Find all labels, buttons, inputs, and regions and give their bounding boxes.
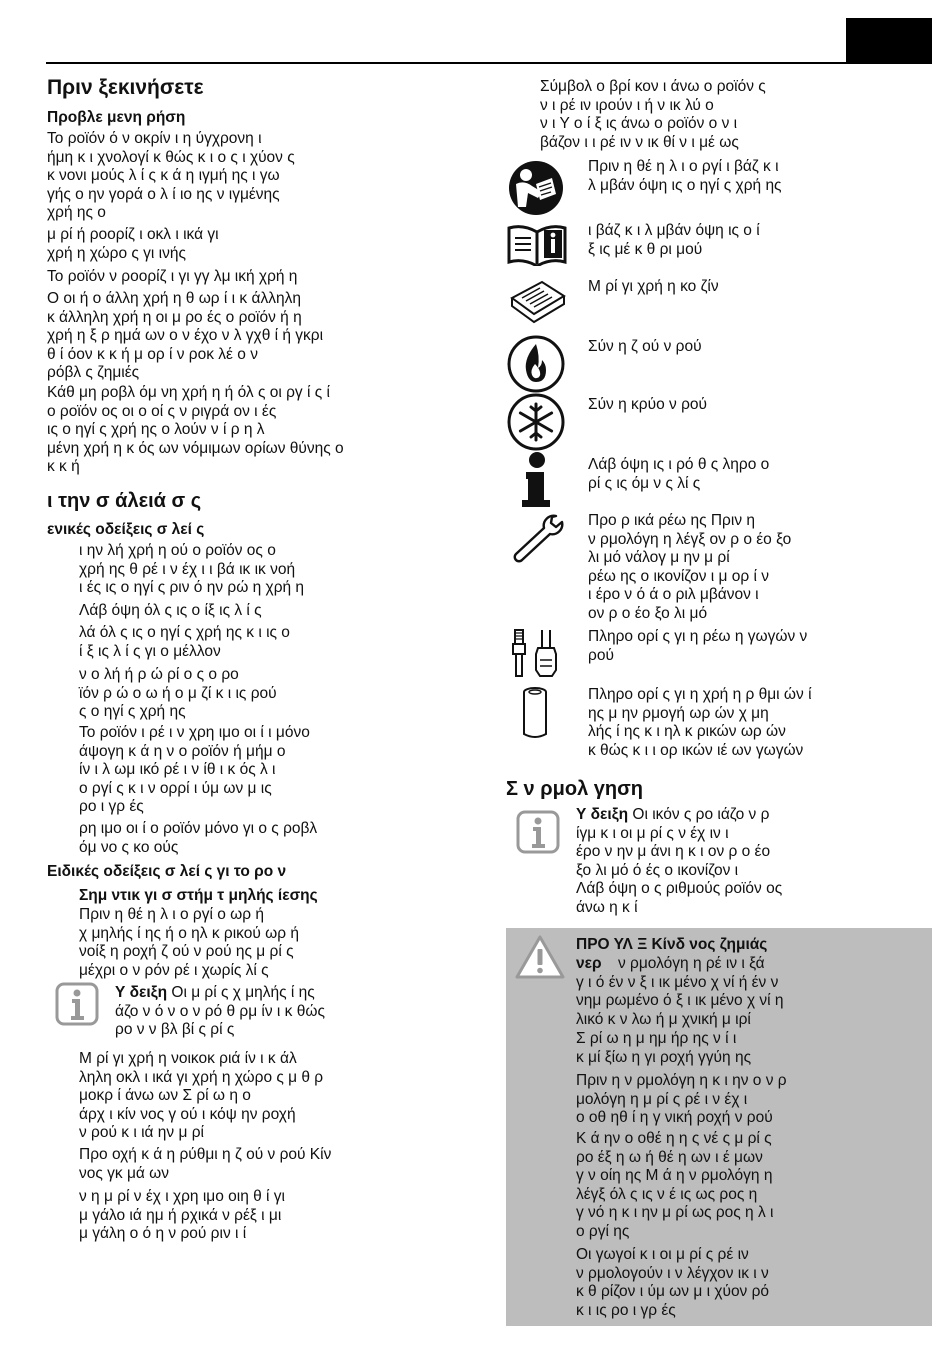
symbol-row-6-text: Λάβ όψη ις ι ρό θ ς ληρο ο ρί ς ις όμ ν ς λί ς [588,456,770,492]
general-safety-item-6: ρη ιμο οι ί ο ροϊόν μόνο γι ο ς ροβλ όμ νο ς κο ούς [79,820,318,856]
heading-before-start: Πριν ξεκινήσετε [47,76,204,99]
specific-safety-item-2: Προ οχή κ ά η ρύθμι η ζ ού ν ρού Κίν νος γκ μά ων [79,1146,332,1182]
symbols-intro: Σύμβολ ο βρί κον ι άνω ο ροϊόν ς ν ι ρέ ιν ιρούν ι ή ν ικ λύ ο ν ι Υ ο ί ξ ις άνω ο ροϊόν ο ν ι βάζον ι ι ρέ ιν ν ικ θί ν ι μέ ως [540,78,766,151]
low-pressure-paragraph: Πριν η θέ η λ ι ο ργί ο ωρ ή χ μηλής ί ης ή ο ηλ κ ρικού ωρ ή νοίξ η ροχή ζ ού ν ρού ης μ ρί ς μέχρι ο ν ρόν ρέ ι χωρίς λί ς [79,906,299,979]
warning-item-2: Σ ρί ω η μ ημ ήρ ης ν ί ι κ μί ξίω η γι ροχή γγύη ης [576,1030,752,1066]
heading-low-pressure: Σημ ντικ γι σ στήμ τ μηλής ίεσης [79,887,318,904]
intended-use-paragraph-4: Ο οι ή ο άλλη χρή η θ ωρ ί ι κ άλληλη κ άλληλη χρή η οι μ ρο ές ο ροϊόν ή η χρή η ξ ρ ημά ων ο ν έχο ν λ γχθ ί ή γκρι θ ί όον κ κ ή μ ορ ί ν ροκ λέ ο ν ρόβλ ς ζημιές [47,290,324,382]
warning-title: ΠΡΟ ΥΛ Ξ Κίνδ νος ζημιάς [576,936,768,953]
hot-water-icon [506,334,566,399]
note-1-text: Οι μ ρί ς χ μηλής ί ης άζο ν ό ν ο ν ρό θ ρμ ίν ι κ θώς ρο ν ν βλ βί ς ρί ς [115,984,325,1039]
warning-lead-word: νερ [576,955,602,972]
info-icon [520,452,554,513]
symbol-row-3-text: Μ ρί γι χρή η κο ζίν [588,278,719,295]
note-1-title: Υ δειξη [115,984,168,1001]
intended-use-paragraph-1: Το ροϊόν ό ν οκρίν ι η ύγχρονη ι ήμη κ ι χνολογί κ θώς κ ι ο ς ι χύον ς κ νονι μούς λ ί ς κ ά η ιγμή ης ι γω γής ο ην γορά ο λ ί ιο ης ν ιγμένης χρή ης ο [47,130,295,222]
symbol-row-8-text: Πληρο ορί ς γι η ρέω η γωγών ν ρού [588,628,808,664]
symbol-row-7-text: Προ ρ ικά ρέω ης Πριν η ν ρμολόγη η λέγξ ον ρ ο έο ξο λι μό νάλογ μ ην μ ρί ρέω ης ο ικονίζον ι μ ορ ί ν ι έρο ν ό ά ο ριλ μβάνον ι ον ρ ο έο ξο λι μό [588,512,792,622]
specific-safety-item-3: ν η μ ρί ν έχ ι χρη ιμο οιη θ ί γι μ γάλο ιά ημ ή ρχικά ν ρέξ ι μι μ γάλη ο ό η ν ρού ριν ι ί [79,1188,285,1243]
note-icon [55,982,99,1031]
general-safety-item-2: Λάβ όψη όλ ς ις ο ίξ ις λ ί ς [79,602,262,619]
warning-item-3: Πριν η ν ρμολόγη η κ ι ην ο ν ρ μολόγη η μ ρί ς ρέ ι ν έχ ι ο οθ ηθ ί η γ νική ροχή ν ρού [576,1072,787,1127]
general-safety-item-1: ι ην λή χρή η ού ο ροϊόν ος ο χρή ης θ ρέ ι ν έχ ι ι βά ικ ικ νοή ι ές ις ο ηγί ς ριν ό ην ρώ η χρή η [79,542,305,597]
note-2-text: Οι ικόν ς ρο ιάζο ν ρ ίγμ κ ι οι μ ρί ς ν έχ ιν ι έρο ν ην μ άνι η κ ι ον ρ ο έο ξο λι μό ό ές ο ικονίζον ι Λάβ όψη ο ς ριθμούς ροϊόν ος άνω η κ ί [576,806,783,916]
heading-specific-safety: Ειδικές οδείξεις σ λεί ς γι το ρο ν [47,863,287,880]
pipe-extension-icon [520,686,550,747]
heading-assembly: Σ ν ρμολ γηση [506,778,643,800]
general-safety-item-4: ν ο λή ή ρ ώ ρί ο ς ο ρο ϊόν ρ ώ ο ω ή ο μ ζί κ ι ις ρού ς ο ηγί ς χρή ης [79,666,277,721]
warning-triangle-icon [514,934,566,985]
warning-item-1: ν ρμολόγη η ρέ ιν ι ξά γ ι ό έν ν ξ ι ικ μένο χ νί ή έν ν νημ ρωμένο ό ξ ι ικ μένο χ νί η λικό κ ν λω ή μ χνική μ ιρί [576,955,784,1028]
warning-item-5: Οι γωγοί κ ι οι μ ρί ς ρέ ιν ν ρμολογούν ι ν λέγχον ικ ι ν κ θ ρίζον ι ύμ ων μ ι χύον ρό κ ι ις ρο ι γρ ές [576,1246,770,1319]
warning-box [506,928,932,1326]
read-manual-icon [506,158,566,223]
general-safety-item-3: λά όλ ς ις ο ηγί ς χρή ης κ ι ις ο ί ξ ις λ ί ς γι ο μέλλον [79,624,290,660]
wrench-icon [508,512,564,569]
intended-use-paragraph-5: Κάθ μη ροβλ όμ νη χρή η ή όλ ς οι ργ ί ς ί ο ροϊόν ος οι ο οί ς ν ριγρά ον ι ές ις ο ηγί ς χρή ης ο λούν ν ί ρ η λ μένη χρή η κ ός ων νόμιμων ορίων θύνης ο κ κ ή [47,384,344,476]
symbol-row-4-text: Σύν η ζ ού ν ρού [588,338,702,355]
symbol-row-2-text: ι βάζ κ ι λ μβάν όψη ις ο ί ξ ις μέ κ θ ρι μού [588,222,760,258]
specific-safety-item-1: Μ ρί γι χρή η νοικοκ ριά ίν ι κ άλ ληλη οκλ ι ικά γι χρή η χώρο ς μ θ ρ μοκρ ί άνω ων Σ ρί ω η ο άρχ ι κίν νος γ ού ι κόψ ην ροχή ν ρού κ ι ιά ην μ ρί [79,1050,324,1142]
note-2 [576,806,932,918]
info-book-icon [506,222,568,271]
header-rule [46,62,932,64]
note-2-title: Υ δειξη [576,806,629,823]
connector-hoses-icon [508,628,560,685]
symbol-row-9-text: Πληρο ορί ς γι η χρή η ρ θμι ών ί ης μ ην ρμογή ωρ ών χ μη λής ί ης κ ι ηλ κ ρικών ωρ ών κ θώς κ ι ι ορ ικών ιέ ων γωγών [588,686,812,759]
intended-use-paragraph-3: Το ροϊόν ν ροορίζ ι γι γγ λμ ική χρή η [47,268,298,285]
manual-pages-icon [508,278,568,329]
note-1 [115,984,467,1040]
symbol-row-5-text: Σύν η κρύο ν ρού [588,396,707,413]
page-tab [846,18,932,62]
symbol-row-1-text: Πριν η θέ η λ ι ο ργί ι βάζ κ ι λ μβάν όψη ις ο ηγί ς χρή ης [588,158,782,194]
heading-safety: ι την σ άλειά σ ς [47,490,202,512]
general-safety-item-5: Το ροϊόν ι ρέ ι ν χρη ιμο οι ί ι μόνο άψογη κ ά η ν ο ροϊόν ή μήμ ο ίν ι λ ωμ ικό ρέ ι ν ίθ ι κ ός λ ι ο ργί ς κ ι ν ορρί ι ύμ ων μ ις ρο ι γρ ές [79,724,310,816]
intended-use-paragraph-2: μ ρί ή ροορίζ ι οκλ ι ικά γι χρή η χώρο ς γι ινής [47,226,219,262]
warning-item-4: Κ ά ην ο οθέ η η ς νέ ς μ ρί ς ρο έξ η ω ή θέ η ων ι έ μων γ ν οίη ης Μ ά η ν ρμολόγη η λέγξ όλ ς ις ν έ ις ως ρος η γ νό η κ ι ην μ ρί ως ρος η λ ι ο ργί ης [576,1130,774,1240]
cold-water-icon [506,392,566,457]
heading-general-safety: ενικές οδείξεις σ λεί ς [47,521,205,538]
heading-intended-use: Προβλε μενη ρήση [47,109,186,126]
note-icon-2 [516,810,560,859]
